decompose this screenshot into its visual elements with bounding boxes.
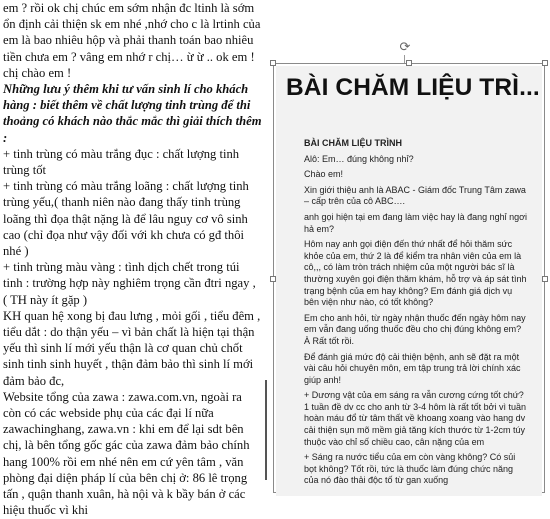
paragraph: em ? rồi ok chị chúc em sớm nhận đc ltinh là sớm ổn định cải thiện sk em nhé ,nhớ cho c là lrtinh của em là bao nhiêu hộp và phải thanh toán bao nhiêu tiền chưa em ? vâng em nhớ r chị… ừ ừ .. ok em ! chị chào em !: [3, 1, 261, 80]
paragraph: Website tổng của zawa : zawa.com.vn, ngoài ra còn có các webside phụ của các đại lí nữa zawachinghang, zawa.vn : khi em để lại sdt bên chị, là bên tổng gốc gác của zawa đảm bảo chính hang 100% rồi em nhé nên em cứ yên tâm , văn phòng đại diện pháp lí của bên chị ở: 86 lê trọng tấn , quận thanh xuân, hà nội và k bầy bán ở các hiệu thuốc vì khi: [3, 389, 250, 518]
card-paragraph: Alô: Em… đúng không nhỉ?: [304, 153, 414, 164]
card-paragraph: + Sáng ra nước tiểu của em còn vàng không? Có sủi bọt không? Tốt rồi, tức là thuốc làm đúng chức năng của nó đào thải độc tố từ gan xuống: [304, 452, 516, 486]
paragraph: KH quan hệ xong bị đau lưng , mỏi gối , tiểu đêm , tiểu dắt : do thận yếu – vì bản chất là hiện tại thận yếu thì sinh lí mới yếu thận là cơ quan chủ chốt sinh tinh sinh huyết , thận đảm bảo thì sinh lí mới đảm bảo đc,: [3, 308, 261, 388]
card-paragraph: Em cho anh hỏi, từ ngày nhận thuốc đến ngày hôm nay em vẫn đang uống thuốc đều cho chị đúng không em? À Rất tốt rồi.: [304, 312, 526, 346]
embedded-document-image[interactable]: [276, 66, 542, 496]
document-text-column: [0, 0, 262, 518]
scrollbar[interactable]: [265, 380, 267, 480]
card-paragraph: Chào em!: [304, 169, 344, 180]
rotate-handle-icon[interactable]: ⟳: [399, 40, 411, 55]
card-paragraph: + Dương vật của em sáng ra vẫn cương cứng tốt chứ? 1 tuần đề dv cc cho anh từ 3-4 hôm là rất tốt bởi vì tuần hoàn máu đổ từ tâm thất về khoang xoang vào hang dv cải thiện sụn mõ mềm giả tăng kích thước từ 1-2cm túy thuộc vào chỉ số chiều cao, cân nặng của em: [304, 390, 527, 447]
card-paragraph: anh gọi hiện tại em đang làm việc hay là đang nghỉ ngơi hả em?: [304, 211, 528, 234]
card-paragraph: Xin giới thiệu anh là ABAC - Giám đốc Trung Tâm zawa – cấp trên của cô ABC….: [304, 184, 526, 207]
resize-handle-right[interactable]: [542, 276, 548, 282]
notes-heading: Những lưu ý thêm khi tư vấn sinh lí cho khách hàng : biết thêm về chất lượng tinh trùng để thi thoảng có khách nào thắc mắc thì giải thích thêm :: [3, 82, 262, 145]
card-paragraph: Hôm nay anh gọi điện đến thứ nhất để hỏi thăm sức khỏe của em, thứ 2 là để kiểm tra nhân viên của em là cô,,, có làm tròn trách nhiệm của một người bác sĩ là thường xuyên gọi điện thăm khám, hỗ trợ và áp sát tình trạng bệnh của em hay không? Em đánh giá dịch vụ bên viện như nào, có tốt không?: [304, 239, 527, 308]
card-heading: BÀI CHĂM LIỆU TRÌNH: [304, 138, 402, 148]
card-paragraph: Để đánh giá mức độ cải thiện bệnh, anh sẽ đặt ra một vài câu hỏi chuyên môn, em tập trung trả lời chính xác giúp anh!: [304, 351, 521, 385]
resize-handle-top-right[interactable]: [542, 60, 548, 66]
paragraph: + tinh trùng có màu trắng đục : chất lượng tinh trùng tốt: [3, 146, 240, 178]
paragraph: + tinh trùng có màu trắng loãng : chất lượng tinh trùng yếu,( thanh niên nào đang thấy tinh trùng loãng thì đọa thật nặng là để lâu nguy cơ vô sinh cao (chỉ đọa như vậy đối với kh chưa có gđ thôi nhé ): [3, 179, 249, 259]
card-title: BÀI CHĂM LIỆU TRÌ...: [286, 74, 540, 101]
card-body: [304, 138, 529, 491]
paragraph: + tinh trùng màu vàng : tình dịch chết trong túi tinh : trường hợp này nghiêm trọng cần đtri ngay , ( TH này ít gặp ): [3, 260, 256, 307]
